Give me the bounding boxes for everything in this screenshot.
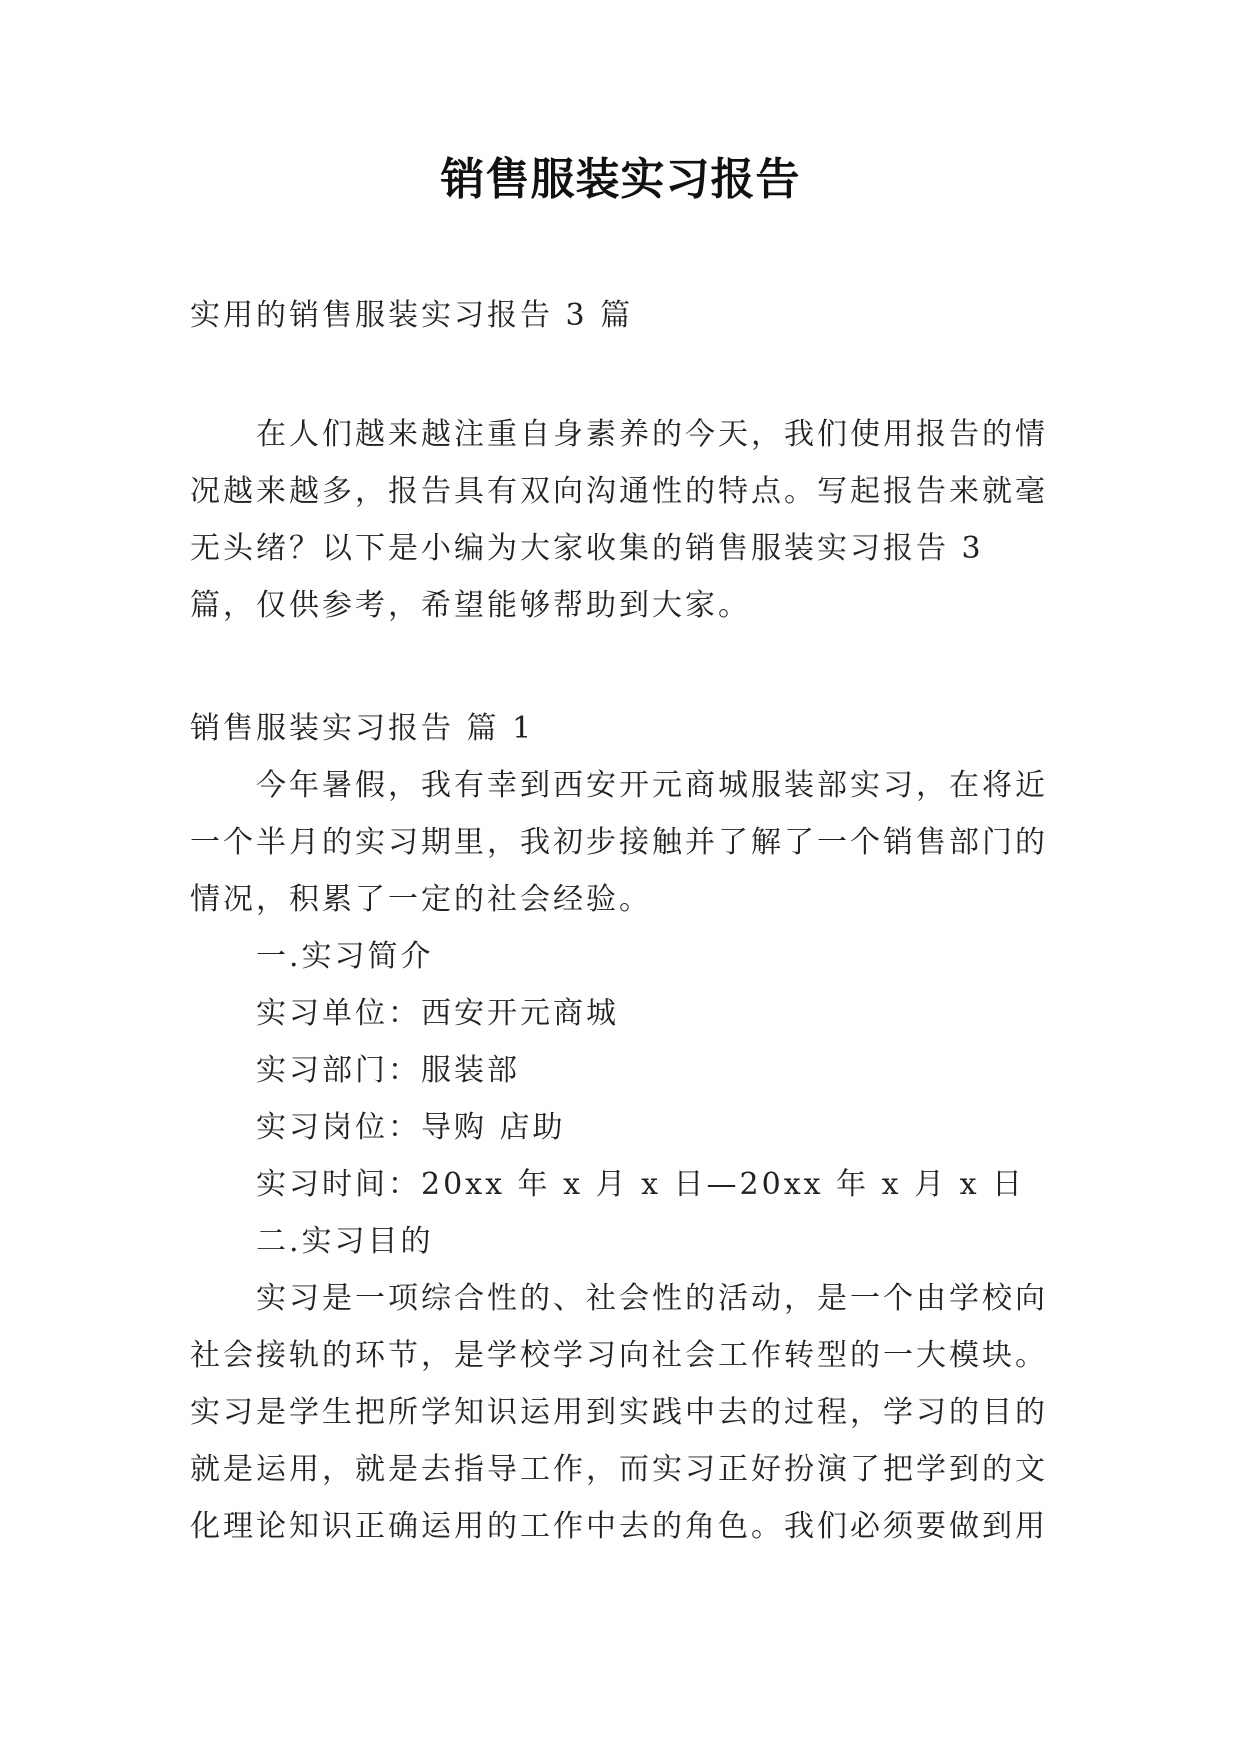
document-subtitle: 实用的销售服装实习报告 3 篇 (190, 298, 634, 333)
section-1-heading: 销售服装实习报告 篇 1 (190, 711, 535, 746)
document-title: 销售服装实习报告 (440, 154, 801, 205)
internship-time: 实习时间：20xx 年 x 月 x 日—20xx 年 x 月 x 日 (256, 1167, 1026, 1202)
section-1-paragraph-1: 今年暑假，我有幸到西安开元商城服装部实习，在将近一个半月的实习期里，我初步接触并了解了一个销售部门的情况，积累了一定的社会经验。 (190, 768, 1048, 917)
internship-department: 实习部门：服装部 (256, 1053, 520, 1088)
internship-unit: 实习单位：西安开元商城 (256, 996, 619, 1031)
internship-position: 实习岗位：导购 店助 (256, 1110, 566, 1145)
item-1-title: 一.实习简介 (256, 939, 434, 974)
intro-paragraph: 在人们越来越注重自身素养的今天，我们使用报告的情况越来越多，报告具有双向沟通性的特点。写起报告来就毫无头绪？以下是小编为大家收集的销售服装实习报告 3 篇，仅供参考，希望能够帮助到大家。 (190, 417, 1048, 623)
section-1 (190, 700, 1060, 1555)
item-2-title: 二.实习目的 (256, 1224, 434, 1259)
section-1-paragraph-2: 实习是一项综合性的、社会性的活动，是一个由学校向社会接轨的环节，是学校学习向社会工作转型的一大模块。实习是学生把所学知识运用到实践中去的过程，学习的目的就是运用，就是去指导工作，而实习正好扮演了把学到的文化理论知识正确运用的工作中去的角色。我们必须要做到用 (190, 1281, 1048, 1544)
